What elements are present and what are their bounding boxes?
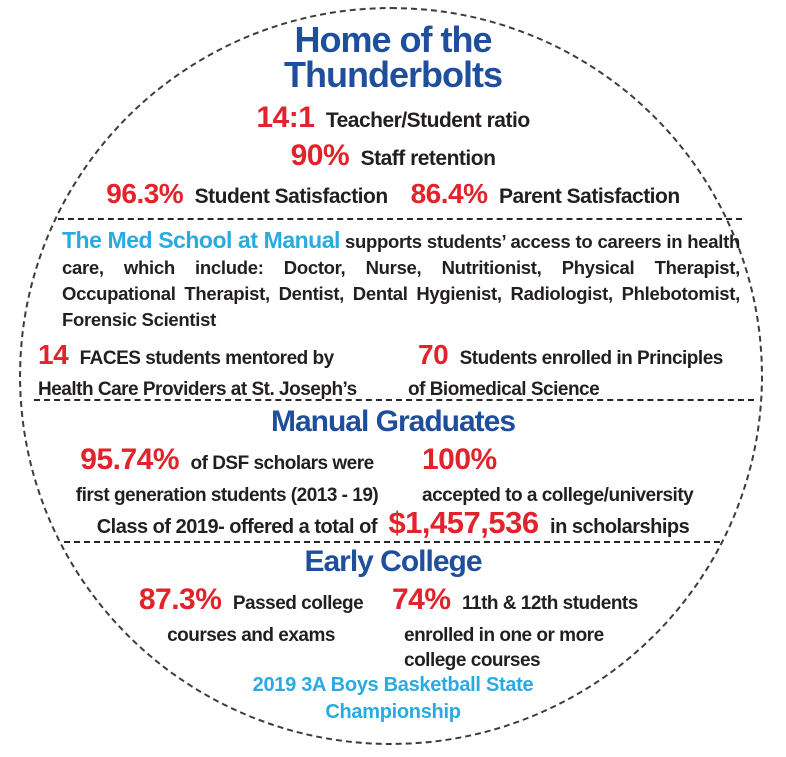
passed-college-stat [112,582,390,648]
championship-line1: 2019 3A Boys Basketball State [252,674,534,696]
biomedical-enrolled-stat [408,338,770,402]
dsf-label-line1: of DSF scholars were [190,453,374,474]
biomedical-label-line1: Students enrolled in Principles [459,348,723,369]
dsf-value: 95.74% [80,443,180,476]
enrolled-label-line2: enrolled in one or more [404,625,604,646]
passed-label-line1: Passed college [232,593,364,614]
dsf-label-line2: first generation students (2013 - 19) [75,485,379,506]
page-title-line1: Home of the [294,19,492,60]
satisfaction-stats [0,176,786,217]
student-satisfaction-label: Student Satisfaction [194,185,388,208]
acceptance-label: accepted to a college/university [422,485,694,506]
faces-value: 14 [38,339,69,370]
dsf-scholars-stat [36,442,418,508]
early-college-heading: Early College [304,545,482,578]
ratio-value: 14:1 [256,101,315,134]
championship-line2: Championship [325,701,461,723]
teacher-student-ratio-stat [0,100,786,141]
enrolled-courses-stat [392,582,732,673]
parent-satisfaction-label: Parent Satisfaction [498,185,680,208]
med-school-highlight: The Med School at Manual [62,227,340,253]
med-school-body: supports students’ access to careers in health care, which include: Doctor, Nurse, Nutritionist, Physical Therapist, Occupational Therapist, Dentist, Dental Hygienist, Radiologist, Phlebotomist, Forensic Scientist [62,231,740,330]
scholarships-prefix: Class of 2019- offered a total of [96,516,377,538]
enrolled-value: 74% [392,583,451,616]
scholarships-suffix: in scholarships [550,516,690,538]
biomedical-value: 70 [418,339,449,370]
divider-top [58,218,742,220]
faces-mentored-stat [38,338,410,402]
acceptance-value: 100% [422,443,497,476]
student-satisfaction-value: 96.3% [106,178,184,209]
page-title [0,19,786,95]
staff-retention-stat [0,138,786,179]
faces-label-line2: Health Care Providers at St. Joseph’s [38,379,357,400]
parent-satisfaction-value: 86.4% [410,178,488,209]
passed-label-line2: courses and exams [167,625,335,646]
passed-value: 87.3% [138,583,222,616]
faces-label-line1: FACES students mentored by [79,348,334,369]
ratio-label: Teacher/Student ratio [325,109,530,132]
championship-note [0,672,786,726]
college-acceptance-stat [422,442,762,508]
enrolled-label-line3: college courses [404,650,541,671]
page-title-line2: Thunderbolts [284,54,502,95]
biomedical-label-line2: of Biomedical Science [408,379,600,400]
enrolled-label-line1: 11th & 12th students [462,593,638,614]
divider-bottom [64,541,720,543]
retention-label: Staff retention [360,147,496,170]
scholarships-amount: $1,457,536 [388,505,539,540]
divider-middle [34,399,754,401]
med-school-paragraph [62,227,740,333]
retention-value: 90% [290,139,350,172]
graduates-heading: Manual Graduates [270,405,516,438]
